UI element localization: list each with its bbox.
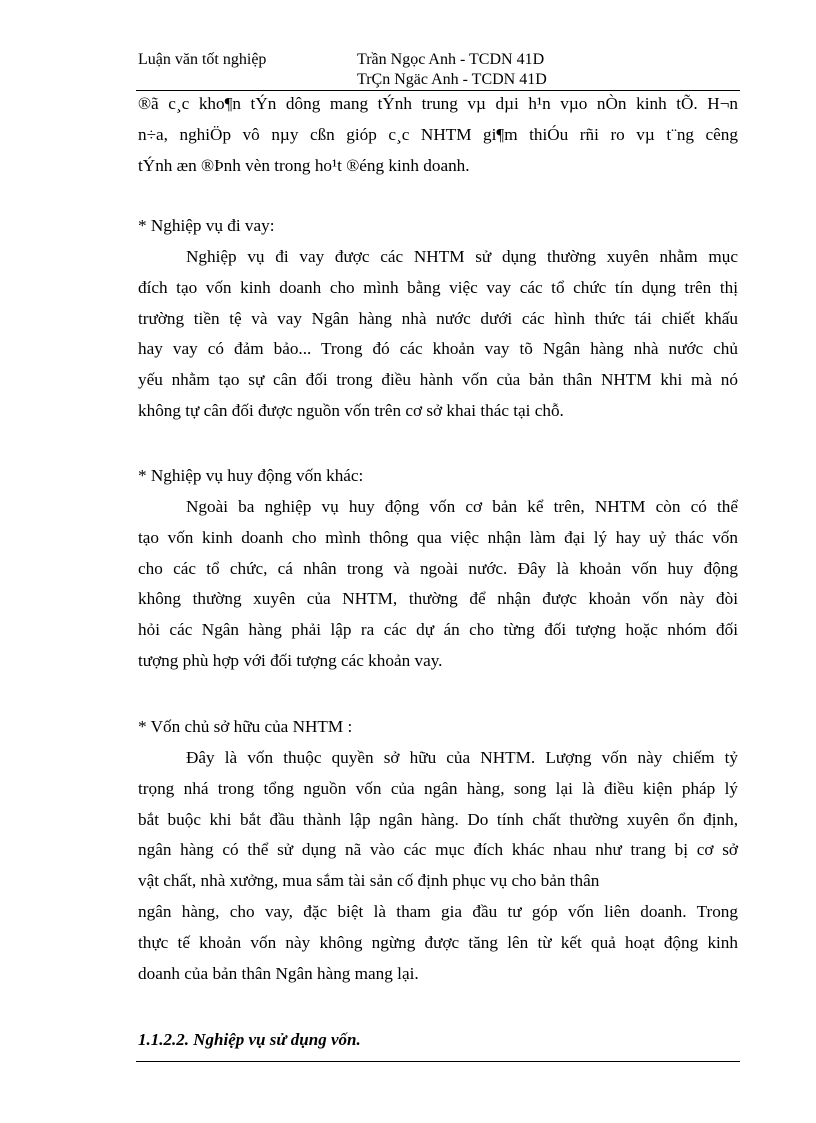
section-body-borrowing bbox=[138, 242, 738, 427]
intro-line: tÝnh æn ®Þnh vèn trong ho¹t ®éng kinh doanh. bbox=[138, 155, 470, 175]
body-line: Nghiệp vụ đi vay được các NHTM sử dụng thường xuyên nhằm mục bbox=[186, 247, 738, 266]
body-line: đích tạo vốn kinh doanh cho mình bằng việc vay các tổ chức tín dụng trên thị bbox=[138, 277, 738, 297]
body-line: không thường xuyên của NHTM, thường để nhận được khoản vốn này đòi bbox=[138, 589, 738, 609]
body-line: thực tế khoản vốn này không ngừng được tăng lên từ kết quả hoạt động kinh bbox=[138, 932, 738, 952]
header-left-title: Luận văn tốt nghiệp bbox=[138, 51, 267, 68]
header-author: Trần Ngọc Anh - TCDN 41D bbox=[357, 51, 545, 68]
body-line: ngân hàng, cho vay, đặc biệt là tham gia đầu tư góp vốn liên doanh. Trong bbox=[138, 901, 738, 921]
section-body-equity bbox=[138, 743, 738, 989]
intro-line: n÷a, nghiÖp vô nµy cßn gióp c¸c NHTM gi¶m thiÓu rñi ro vµ t¨ng cêng bbox=[138, 124, 738, 144]
section-heading-other-funds: * Nghiệp vụ huy động vốn khác: bbox=[138, 466, 364, 485]
body-line: yếu nhằm tạo sự cân đối trong điều hành vốn của bản thân NHTM khi mà nó bbox=[138, 370, 738, 390]
intro-paragraph bbox=[138, 89, 738, 181]
section-heading-borrowing: * Nghiệp vụ đi vay: bbox=[138, 216, 275, 235]
body-line: doanh của bản thân Ngân hàng mang lại. bbox=[138, 963, 419, 983]
footer-rule bbox=[136, 1061, 740, 1062]
body-line: không tự cân đối được nguồn vốn trên cơ sở khai thác tại chỗ. bbox=[138, 400, 564, 420]
body-line: bắt buộc khi bắt đầu thành lập ngân hàng. Do tính chất thường xuyên ổn định, bbox=[138, 809, 738, 829]
body-line: cho các tổ chức, cá nhân trong và ngoài nước. Đây là khoản vốn huy động bbox=[138, 558, 738, 578]
section-heading-equity: * Vốn chủ sở hữu của NHTM : bbox=[138, 717, 353, 736]
section-body-other-funds bbox=[138, 492, 738, 677]
body-line: trọng nhá trong tổng nguồn vốn của ngân hàng, song lại là điều kiện pháp lý bbox=[138, 778, 738, 798]
intro-line: ®ã c¸c kho¶n tÝn dông mang tÝnh trung vµ dµi h¹n vµo nÒn kinh tÕ. H¬n bbox=[138, 94, 738, 113]
subsection-heading: 1.1.2.2. Nghiệp vụ sử dụng vốn. bbox=[138, 1030, 361, 1049]
body-line: tượng phù hợp với đối tượng các khoản vay. bbox=[138, 650, 443, 670]
body-line: Ngoài ba nghiệp vụ huy động vốn cơ bản kể trên, NHTM còn có thể bbox=[186, 497, 738, 516]
header-author-garbled: TrÇn Ngäc Anh - TCDN 41D bbox=[357, 71, 547, 88]
body-line: trường tiền tệ và vay Ngân hàng nhà nước dưới các hình thức tái chiết khấu bbox=[138, 308, 738, 328]
body-line: hay vay có đảm bảo... Trong đó các khoản vay tõ Ngân hàng nhà nước chủ bbox=[138, 339, 738, 359]
body-line: tạo vốn kinh doanh cho mình thông qua việc nhận làm đại lý hay uỷ thác vốn bbox=[138, 527, 738, 547]
body-line: hỏi các Ngân hàng phải lập ra các dự án cho từng đối tượng hoặc nhóm đối bbox=[138, 620, 738, 640]
body-line: Đây là vốn thuộc quyền sở hữu của NHTM. Lượng vốn này chiếm tỷ bbox=[186, 748, 738, 767]
body-line: ngân hàng có thể sử dụng nã vào các mục đích khác nhau như trang bị cơ sở bbox=[138, 840, 738, 860]
body-line: vật chất, nhà xưởng, mua sắm tài sản cố định phục vụ cho bản thân bbox=[138, 871, 600, 891]
